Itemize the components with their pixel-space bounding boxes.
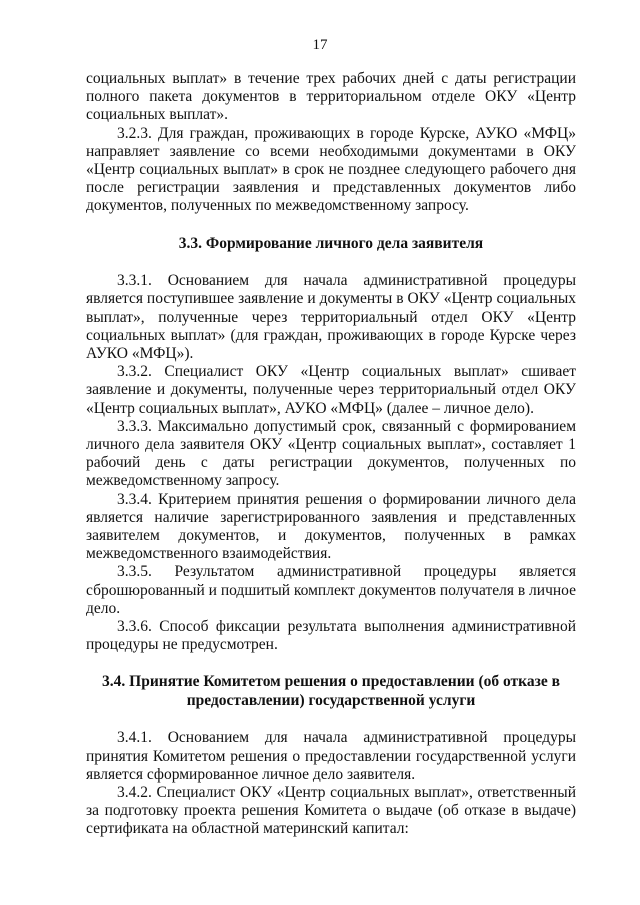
paragraph-3-4-2: 3.4.2. Специалист ОКУ «Центр социальных выплат», ответственный за подготовку проекта решения Комитета о выдаче (об отказе в выдаче) сертификата на областной материнский капитал: xyxy=(86,784,576,838)
document-body xyxy=(86,70,576,839)
paragraph-3-3-5: 3.3.5. Результатом административной процедуры является сброшюрованный и подшитый комплект документов получателя в личное дело. xyxy=(86,563,576,617)
page-number: 17 xyxy=(312,37,328,53)
paragraph-3-3-3: 3.3.3. Максимально допустимый срок, связанный с формированием личного дела заявителя ОКУ «Центр социальных выплат», составляет 1 рабочий день с даты регистрации документов, полученных по межведомственному запросу. xyxy=(86,417,576,490)
section-heading-3-3: 3.3. Формирование личного дела заявителя xyxy=(178,234,484,252)
paragraph-3-4-1: 3.4.1. Основанием для начала административной процедуры принятия Комитетом решения о предоставлении государственной услуги является сформированное личное дело заявителя. xyxy=(86,729,576,783)
paragraph-3-3-1: 3.3.1. Основанием для начала административной процедуры является поступившее заявление и документы в ОКУ «Центр социальных выплат», полученные через территориальный отдел ОКУ «Центр социальных выплат» (для граждан, проживающих в городе Курске через АУКО «МФЦ»). xyxy=(86,272,576,362)
paragraph-continuation: социальных выплат» в течение трех рабочих дней с даты регистрации полного пакета документов в территориальном отделе ОКУ «Центр социальных выплат». xyxy=(86,70,576,124)
paragraph-3-3-4: 3.3.4. Критерием принятия решения о формировании личного дела является наличие зарегистрированного заявления и представленных заявителем документов, и документов, полученных в рамках межведомственного взаимодействия. xyxy=(86,490,576,563)
paragraph-3-2-3: 3.2.3. Для граждан, проживающих в городе Курске, АУКО «МФЦ» направляет заявление со всеми необходимыми документами в ОКУ «Центр социальных выплат» в срок не позднее следующего рабочего дня после регистрации заявления и представленных документов либо документов, полученных по межведомственному запросу. xyxy=(86,124,576,215)
paragraph-3-3-6: 3.3.6. Способ фиксации результата выполнения административной процедуры не предусмотрен. xyxy=(86,617,576,654)
section-heading-3-4: 3.4. Принятие Комитетом решения о предоставлении (об отказе в предоставлении) государственной услуги xyxy=(102,673,560,709)
paragraph-3-3-2: 3.3.2. Специалист ОКУ «Центр социальных выплат» сшивает заявление и документы, полученные через территориальный отдел ОКУ «Центр социальных выплат», АУКО «МФЦ» (далее – личное дело). xyxy=(86,363,576,417)
